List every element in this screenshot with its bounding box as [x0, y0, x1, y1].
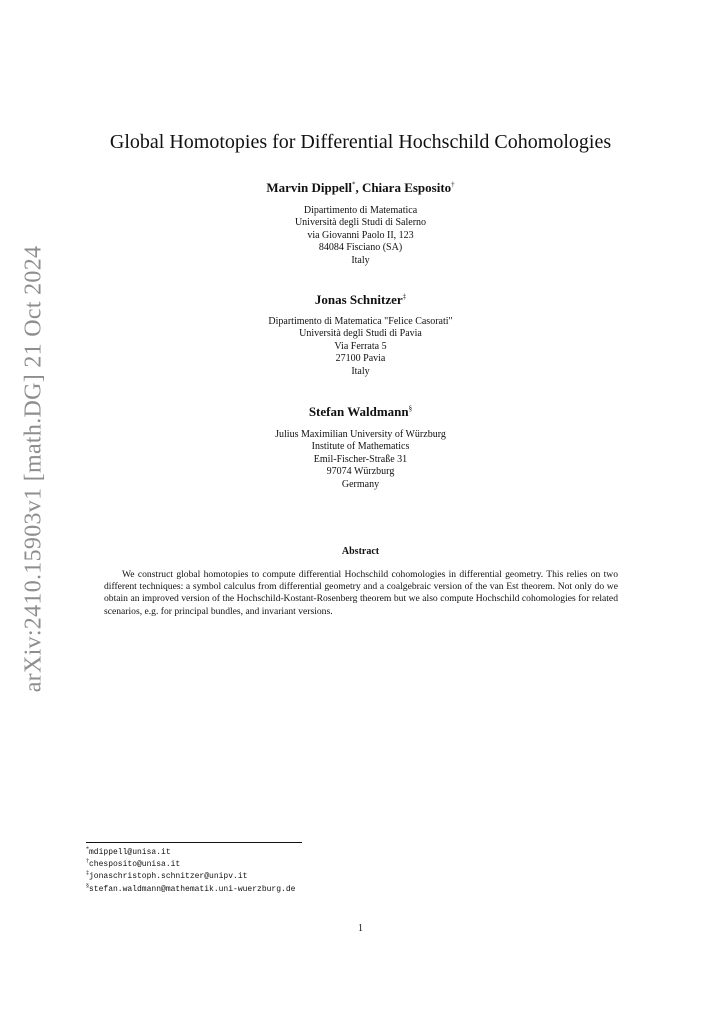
affiliation-line: Germany — [341, 478, 380, 490]
abstract-heading: Abstract — [341, 546, 380, 557]
affiliation-line: via Giovanni Paolo II, 123 — [307, 229, 414, 241]
footnote-item — [86, 884, 295, 896]
author-footnote-mark: § — [408, 404, 413, 413]
author-line-2 — [0, 292, 721, 308]
affiliation-line: Italy — [351, 254, 370, 266]
footnote-item — [86, 871, 295, 883]
affiliation-line: Italy — [351, 365, 370, 377]
author-footnote-mark: † — [451, 180, 455, 189]
footnote-mark: † — [86, 858, 89, 865]
footnote-email: mdippell@unisa.it — [89, 848, 171, 857]
arxiv-identifier-stamp: arXiv:2410.15903v1 [math.DG] 21 Oct 2024 — [20, 245, 47, 693]
footnotes — [86, 847, 295, 896]
affiliation-line: 27100 Pavia — [335, 353, 386, 365]
footnote-email: chesposito@unisa.it — [89, 860, 181, 870]
footnote-mark: ‡ — [86, 870, 89, 877]
author-name: Chiara Esposito — [361, 180, 452, 195]
footnote-item — [86, 847, 295, 859]
author-footnote-mark: ‡ — [402, 292, 407, 301]
affiliation-line: 84084 Fisciano (SA) — [318, 242, 403, 254]
footnote-email: stefan.waldmann@mathematik.uni-wuerzburg.de — [89, 884, 296, 894]
footnote-email: jonaschristoph.schnitzer@unipv.it — [89, 872, 248, 882]
author-footnote-mark: * — [351, 180, 356, 189]
author-name: Marvin Dippell — [266, 180, 352, 195]
affiliation-line: Dipartimento di Matematica — [303, 205, 418, 216]
footnote-item — [86, 859, 295, 871]
affiliation-line: Dipartimento di Matematica "Felice Casorati" — [268, 316, 453, 327]
author-name: Jonas Schnitzer — [314, 292, 403, 307]
affiliation-line: Julius Maximilian University of Würzburg — [275, 429, 446, 440]
affiliation-block-1 — [0, 205, 721, 267]
affiliation-line: Università degli Studi di Salerno — [294, 217, 427, 229]
affiliation-line: Institute of Mathematics — [311, 441, 410, 453]
affiliation-line: Via Ferrata 5 — [334, 340, 387, 352]
page-number: 1 — [358, 923, 363, 934]
author-line-3 — [0, 404, 721, 420]
affiliation-block-2 — [0, 316, 721, 378]
footnote-divider — [86, 842, 302, 843]
affiliation-line: 97074 Würzburg — [326, 466, 395, 478]
author-name: Stefan Waldmann — [308, 404, 409, 419]
affiliation-line: Università degli Studi di Pavia — [299, 328, 422, 340]
affiliation-line: Emil-Fischer-Straße 31 — [313, 453, 408, 465]
footnote-mark: § — [86, 882, 89, 889]
author-line-1: Marvin Dippell*, Chiara Esposito† — [266, 180, 455, 195]
footnote-mark: * — [86, 846, 89, 853]
paper-title: Global Homotopies for Differential Hochschild Cohomologies — [109, 131, 612, 153]
affiliation-block-3 — [0, 429, 721, 491]
abstract-text: We construct global homotopies to compute differential Hochschild cohomologies in differential geometry. This relies on two different techniques: a symbol calculus from differential geometry and a coalgebraic version of the van Est theorem. Not only do we obtain an improved version of the Hochschild-Kostant-Rosenberg theorem but we also compute Hochschild cohomologies for related scenarios, e.g. for principal bundles, and invariant versions. — [104, 569, 618, 617]
